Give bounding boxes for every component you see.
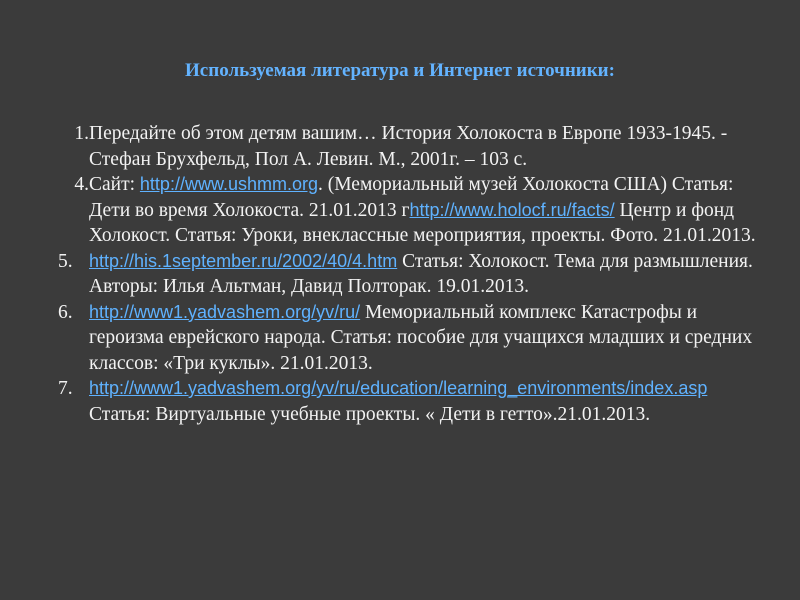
item-number: 7. — [58, 378, 73, 399]
item-number: 5. — [58, 250, 73, 272]
list-item — [70, 172, 770, 249]
list-item — [58, 249, 770, 300]
item-text: Статья: Холокост. Тема для размышления. Авторы: Илья Альтман, Давид Полторак. 19.01.2013. — [89, 250, 753, 297]
item-text: Передайте об этом детям вашим… История Холокоста в Европе 1933-1945. - Стефан Брухфельд, Пол А. Левин. М., 2001г. – 103 с. — [89, 123, 728, 170]
yadvashem-education-link[interactable]: http://www1.yadvashem.org/yv/ru/education/learning_environments/index.asp — [89, 378, 708, 398]
list-item — [58, 300, 770, 377]
item-prefix: Сайт: — [89, 174, 140, 195]
item-text: . (Мемориальный музей Холокоста США) Статья: Дети во время Холокоста. 21.01.2013 г — [89, 174, 734, 221]
item-text: Статья: Виртуальные учебные проекты. « Дети в гетто».21.01.2013. — [89, 403, 651, 425]
item-text-2: Центр и фонд Холокост. Статья: Уроки, внеклассные мероприятия, проекты. Фото. 21.01.2013. — [89, 199, 756, 246]
item-text: Мемориальный комплекс Катастрофы и героизма еврейского народа. Статья: пособие для учащихся младших и средних классов: «Три куклы». 21.01.2013. — [89, 301, 753, 374]
item-number: 1. — [74, 123, 89, 144]
yadvashem-link[interactable]: http://www1.yadvashem.org/yv/ru/ — [89, 301, 361, 322]
item-number: 6. — [58, 301, 73, 323]
list-item — [58, 376, 770, 427]
reference-list — [58, 121, 770, 427]
1september-link[interactable]: http://his.1september.ru/2002/40/4.htm — [89, 250, 398, 271]
slide-title: Используемая литература и Интернет источники: — [185, 60, 615, 81]
item-number: 4. — [74, 174, 89, 195]
holocf-link[interactable]: http://www.holocf.ru/facts/ — [409, 199, 615, 220]
ushmm-link[interactable]: http://www.ushmm.org — [139, 174, 318, 194]
list-item — [70, 121, 770, 172]
